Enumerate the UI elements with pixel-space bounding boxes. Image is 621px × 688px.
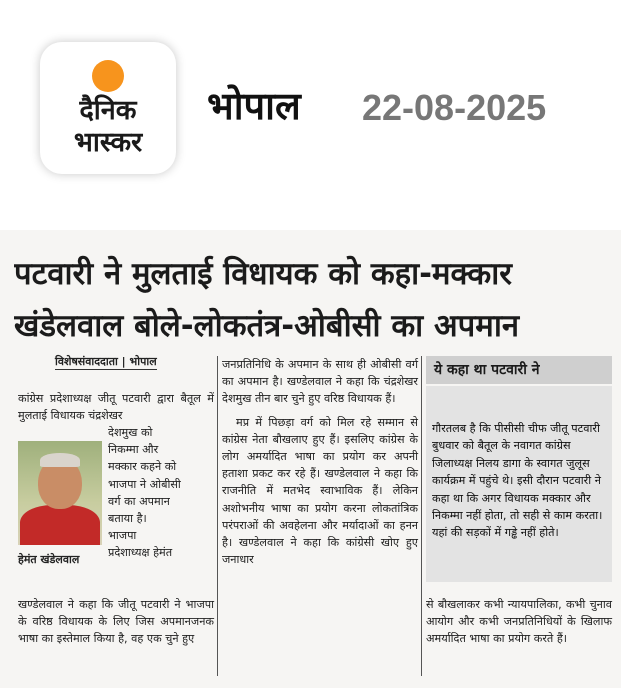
column1-intro: कांग्रेस प्रदेशाध्यक्ष जीतू पटवारी द्वारा बैतूल में मुलताई विधायक चंद्रशेखर <box>18 392 214 423</box>
logo-text-line2: भास्कर <box>73 127 143 158</box>
side-line: वर्ग का अपमान <box>108 494 170 508</box>
city-label: भोपाल <box>207 84 301 128</box>
sidebar-title: ये कहा था पटवारी ने <box>426 356 612 384</box>
logo-text-line1: दैनिक <box>79 95 137 126</box>
side-line: बताया है। <box>108 512 147 526</box>
photo-hemant-khandelwal <box>18 441 102 545</box>
column-divider <box>421 356 422 676</box>
side-line: देशमुख को <box>108 426 153 439</box>
side-line: मक्कार कहने को <box>108 460 177 474</box>
sidebar-text: गौरतलब है कि पीसीसी चीफ जीतू पटवारी बुधवार को बैतूल के नवागत कांग्रेस जिलाध्यक्ष निलय डागा के स्वागत जुलूस कार्यक्रम में पहुंचे थे। इसी दौरान पटवारी ने कहा था कि अगर विधायक मक्कार और निकम्मा नहीं होता, तो सही से काम करता। यहां की सड़कों में गड्ढे नहीं होते। <box>432 422 603 540</box>
column1-side-text <box>108 424 214 562</box>
headline-line2: खंडेलवाल बोले-लोकतंत्र-ओबीसी का अपमान <box>14 308 520 344</box>
column2-paragraph2: मप्र में पिछड़ा वर्ग को मिल रहे सम्मान से कांग्रेस नेता बौखलाए हुए हैं। इसलिए कांग्रेस के लोग अमर्यादित भाषा का प्रयोग कर अपनी हताशा प्रकट कर रहे हैं। खण्डेलवाल ने कहा कि राजनीति में मतभेद स्वाभाविक हैं। लेकिन अशोभनीय भाषा का प्रयोग करना लोकतांत्रिक परंपराओं की अवहेलना और मर्यादाओं का हनन है। खण्डेलवाल ने कहा कि कांग्रेसी खोए हुए जनाधार <box>222 415 418 567</box>
column2-text <box>222 356 418 568</box>
sun-logo-icon <box>92 60 124 92</box>
side-line: भाजपा <box>108 529 137 543</box>
dainik-bhaskar-logo <box>40 42 176 174</box>
byline: विशेषसंवाददाता | भोपाल <box>55 355 157 368</box>
column1-bottom: खण्डेलवाल ने कहा कि जीतू पटवारी ने भाजपा के वरिष्ठ विधायक के लिए जिस अपमानजनक भाषा का इस्तेमाल किया है, वह एक चुने हुए <box>18 598 214 646</box>
photo-caption: हेमंत खंडेलवाल <box>18 553 80 566</box>
column-divider <box>217 356 218 676</box>
side-line: निकम्मा और <box>108 443 159 457</box>
headline-line1: पटवारी ने मुलताई विधायक को कहा-मक्कार <box>14 256 512 292</box>
column2-paragraph1: जनप्रतिनिधि के अपमान के साथ ही ओबीसी वर्ग का अपमान है। खण्डेलवाल ने कहा कि चंद्रशेखर देशमुख तीन बार चुने हुए वरिष्ठ विधायक हैं। <box>222 358 418 406</box>
column3-bottom: से बौखलाकर कभी न्यायपालिका, कभी चुनाव आयोग और कभी जनप्रतिनिधियों के खिलाफ अमर्यादित भाषा का प्रयोग करते हैं। <box>426 598 612 646</box>
date-label: 22-08-2025 <box>362 87 547 128</box>
side-line: प्रदेशाध्यक्ष हेमंत <box>108 546 173 560</box>
side-line: भाजपा ने ओबीसी <box>108 477 181 491</box>
